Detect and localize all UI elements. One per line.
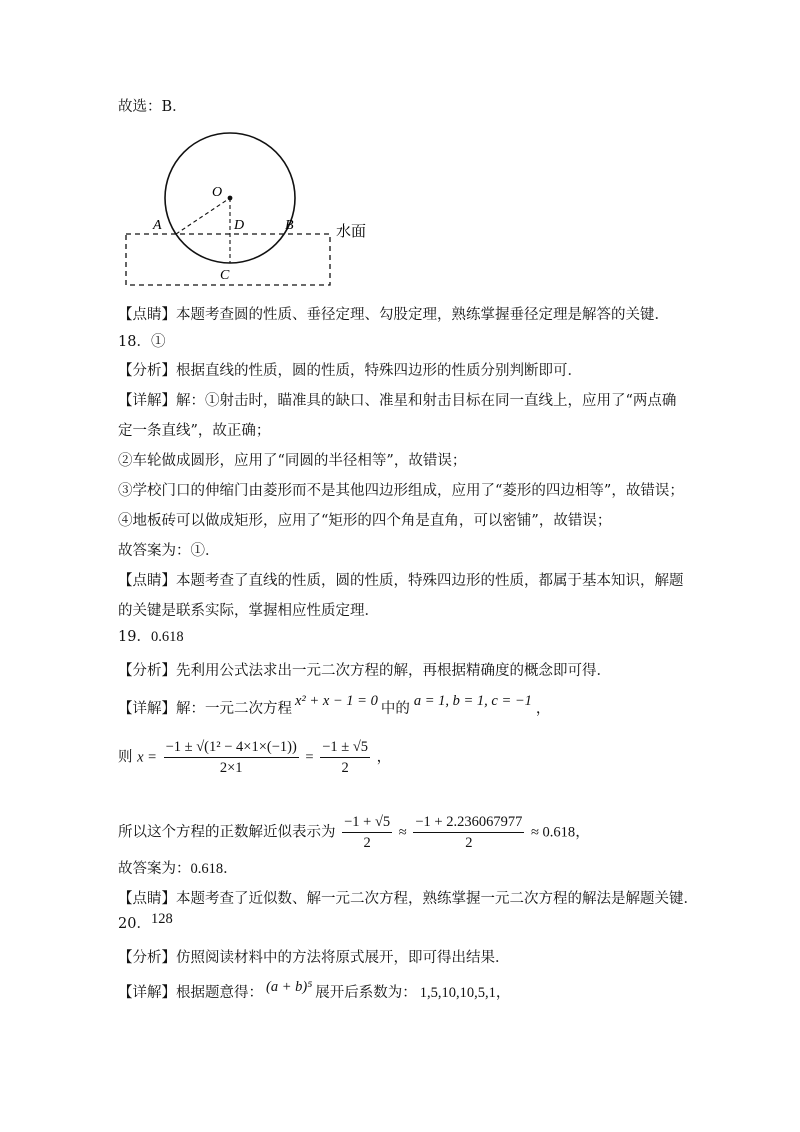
fraction-numerator-2: −1 ± √5 — [320, 738, 370, 758]
label-water: 水面 — [336, 222, 367, 240]
detail-18-line1: 【详解】解：①射击时，瞄准具的缺口、准星和射击目标在同一直线上，应用了“两点确 — [118, 393, 677, 409]
label-O: O — [212, 185, 223, 200]
review-19: 【点睛】本题考查了近似数、解一元二次方程，熟练掌握一元二次方程的解法是解题关键． — [118, 891, 698, 907]
answer-19-end: ． — [223, 861, 238, 877]
answer-19-value: 0.618 — [190, 861, 224, 877]
fraction-denominator-4: 2 — [465, 835, 473, 851]
fraction-decimal-root — [413, 813, 524, 852]
formula-equals: = — [305, 749, 314, 766]
label-B: B — [285, 218, 294, 233]
fraction-numerator-4: −1 + 2.236067977 — [413, 813, 524, 833]
binomial-coefficients: 1,5,10,10,5,1 — [419, 985, 496, 1001]
detail-19-formula — [118, 738, 391, 777]
question-18-heading: 18．① — [118, 334, 166, 350]
detail-20-comma: ， — [495, 985, 511, 1001]
analysis-20: 【分析】仿照阅读材料中的方法将原式展开，即可得出结果． — [118, 950, 510, 966]
fraction-positive-root — [342, 813, 392, 852]
detail-18-item2: ②车轮做成圆形，应用了“同圆的半径相等”，故错误； — [118, 453, 467, 469]
approx-text: 所以这个方程的正数解近似表示为 — [118, 824, 336, 841]
review-18-line1: 【点睛】本题考查了直线的性质，圆的性质，特殊四边形的性质，都属于基本知识，解题 — [118, 573, 684, 589]
answer-19 — [118, 859, 238, 879]
center-point — [228, 196, 233, 201]
detail-19-text-a: 【详解】解：一元二次方程 — [118, 701, 292, 717]
approx-comma: ， — [575, 824, 590, 841]
conclusion-line: 故选：B． — [118, 99, 187, 115]
answer-18: 故答案为：①． — [118, 543, 220, 559]
radius-OA — [176, 198, 230, 234]
review-line-17: 【点睛】本题考查圆的性质、垂径定理、勾股定理，熟练掌握垂径定理是解答的关键． — [118, 307, 669, 323]
detail-19-approx — [118, 813, 590, 852]
detail-19-comma: ， — [535, 701, 551, 717]
label-A: A — [153, 218, 162, 233]
circle-water-figure — [118, 132, 378, 292]
label-D: D — [234, 218, 245, 233]
binomial-power-expr: (a + b)⁵ — [266, 979, 313, 995]
answer-19-text: 故答案为： — [118, 861, 191, 877]
label-C: C — [220, 268, 230, 283]
fraction-simplified — [320, 738, 370, 777]
detail-19-line1 — [118, 693, 551, 719]
fraction-denominator-2: 2 — [341, 760, 349, 776]
review-18-line2: 的关键是联系实际，掌握相应性质定理． — [118, 603, 379, 619]
detail-18-item4: ④地板砖可以做成矩形，应用了“矩形的四个角是直角，可以密铺”，故错误； — [118, 513, 612, 529]
fraction-denominator-3: 2 — [363, 835, 371, 851]
detail-20-text-b: 展开后系数为： — [315, 985, 417, 1001]
approx-result: ≈ 0.618 — [530, 824, 576, 841]
question-20-heading — [118, 911, 173, 934]
fraction-numerator-1: −1 ± √(1² − 4×1×(−1)) — [164, 738, 299, 758]
detail-18-line2: 定一条直线”，故正确； — [118, 423, 271, 439]
fraction-denominator-1: 2×1 — [219, 760, 243, 776]
question-19-answer: 0.618 — [150, 629, 184, 645]
analysis-18: 【分析】根据直线的性质，圆的性质，特殊四边形的性质分别判断即可． — [118, 363, 582, 379]
detail-20 — [118, 979, 511, 1003]
detail-19-text-b: 中的 — [380, 701, 410, 717]
fraction-numerator-3: −1 + √5 — [342, 813, 392, 833]
coefficients-abc: a = 1, b = 1, c = −1 — [413, 693, 532, 709]
question-20-answer: 128 — [150, 911, 173, 927]
detail-19-then: 则 — [118, 749, 133, 766]
question-20-number: 20． — [118, 916, 151, 932]
question-19-heading — [118, 627, 184, 647]
analysis-19: 【分析】先利用公式法求出一元二次方程的解，再根据精确度的概念即可得． — [118, 663, 611, 679]
detail-20-text-a: 【详解】根据题意得： — [118, 985, 263, 1001]
question-19-number: 19． — [118, 629, 151, 645]
equation-quadratic: x² + x − 1 = 0 — [295, 693, 378, 709]
formula-comma: ， — [376, 749, 392, 766]
fraction-quadratic-formula — [164, 738, 299, 777]
detail-18-item3: ③学校门口的伸缩门由菱形而不是其他四边形组成，应用了“菱形的四边相等”，故错误； — [118, 483, 684, 499]
approx-sign-1: ≈ — [398, 824, 407, 841]
formula-x-equals: x = — [137, 749, 157, 766]
